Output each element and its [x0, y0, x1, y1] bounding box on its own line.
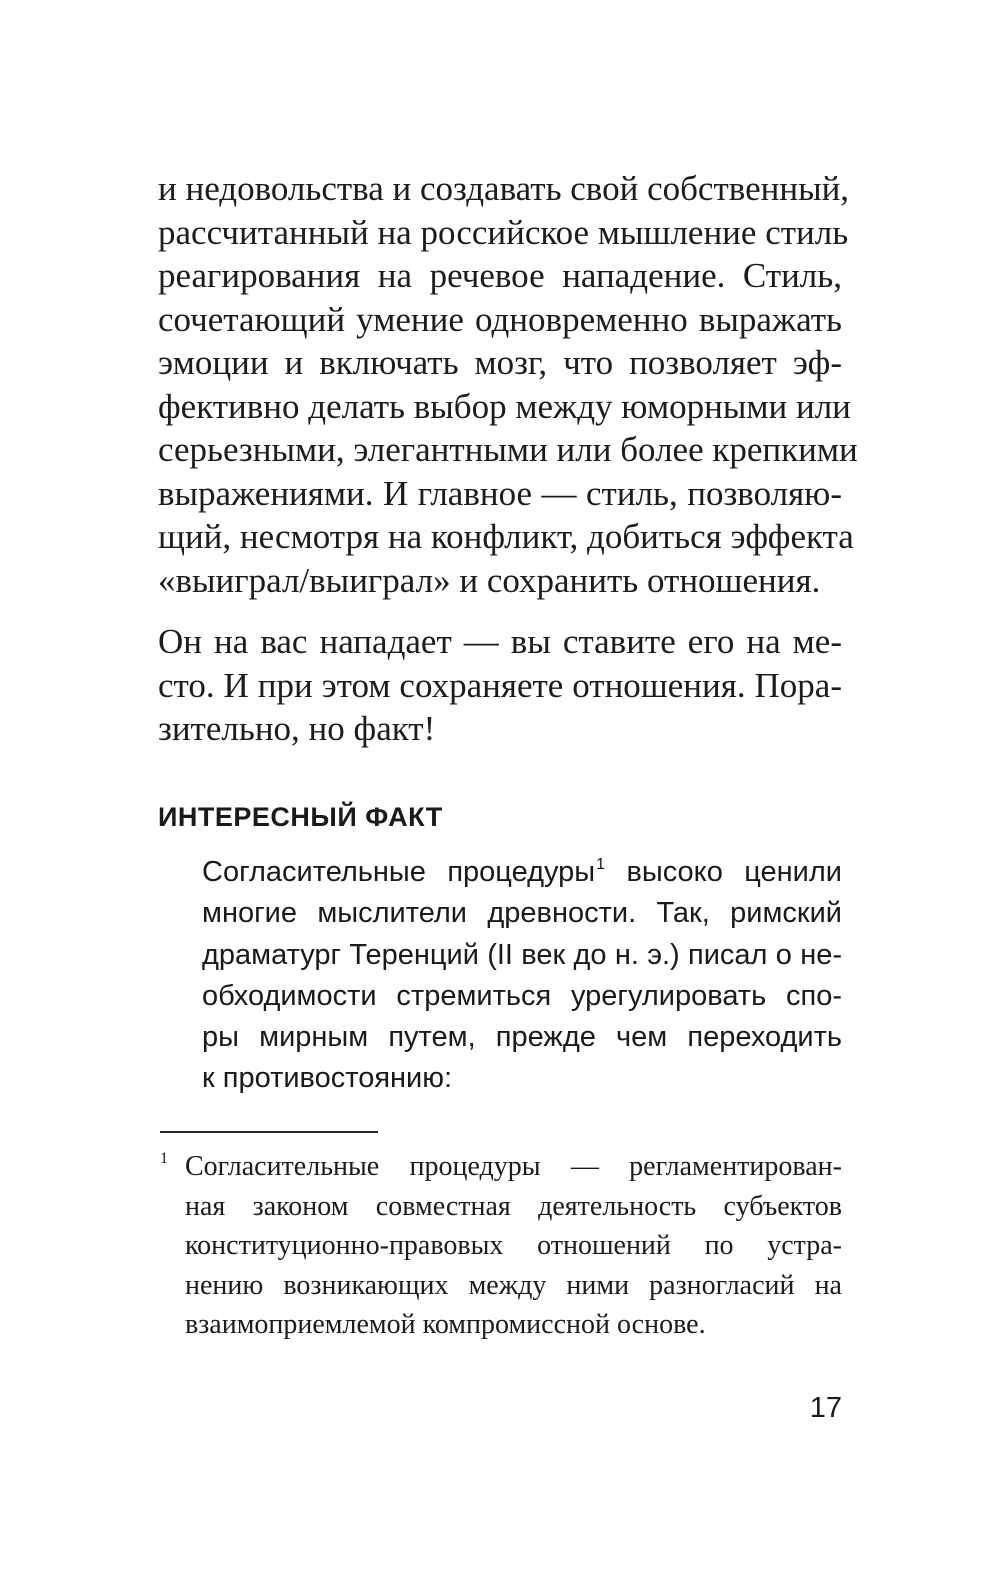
paragraph-second [158, 620, 842, 751]
fact-line-start: Согласительные процедуры [202, 856, 596, 888]
fact-line-end: высоко ценили [605, 856, 842, 888]
text-line: эмоции и включать мозг, что позволяет эф- [158, 343, 842, 382]
text-line: сочетающий умение одновременно выражать [158, 299, 842, 339]
text-line: серьезными, элегантными или более крепкими [158, 430, 858, 469]
text-line: к противостоянию: [202, 1062, 453, 1095]
paragraph-main [158, 167, 858, 602]
footnote-divider [160, 1131, 378, 1133]
text-line: Он на вас нападает — вы ставите его на ме- [158, 622, 842, 661]
text-line: щий, несмотря на конфликт, добиться эффекта [158, 517, 854, 556]
page-number: 17 [809, 1392, 842, 1424]
footnote-text [185, 1147, 842, 1345]
text-line: рассчитанный на российское мышление стиль [158, 212, 849, 252]
text-line: взаимоприемлемой компромиссной основе. [185, 1309, 706, 1340]
text-line: нению возникающих между ними разногласий на [185, 1269, 842, 1301]
text-line: конституционно-правовых отношений по устра- [185, 1230, 842, 1261]
footnote-reference[interactable]: 1 [596, 856, 606, 873]
text-line: Согласительные процедуры — регламентирован- [185, 1151, 842, 1182]
text-line: сто. И при этом сохраняете отношения. Пора- [158, 665, 842, 705]
text-line: драматург Теренций (II век до н. э.) писал о не- [202, 938, 842, 971]
text-line: ры мирным путем, прежде чем переходить [202, 1021, 842, 1054]
text-line: зительно, но факт! [158, 709, 436, 748]
footnote-marker: 1 [160, 1150, 168, 1167]
text-line [202, 852, 842, 893]
text-line: и недовольства и создавать свой собственный, [158, 169, 850, 208]
text-line: многие мыслители древности. Так, римский [202, 897, 842, 930]
text-line: выражениями. И главное — стиль, позволяю- [158, 473, 842, 513]
fact-box-text [202, 852, 842, 1100]
text-line: фективно делать выбор между юморными или [158, 386, 851, 426]
text-line: обходимости стремиться урегулировать спо- [202, 979, 842, 1012]
text-line: реагирования на речевое нападение. Стиль, [158, 256, 842, 295]
fact-heading: ИНТЕРЕСНЫЙ ФАКТ [158, 802, 443, 832]
text-line: «выиграл/выиграл» и сохранить отношения. [158, 560, 821, 600]
text-line: ная законом совместная деятельность субъектов [185, 1190, 842, 1222]
